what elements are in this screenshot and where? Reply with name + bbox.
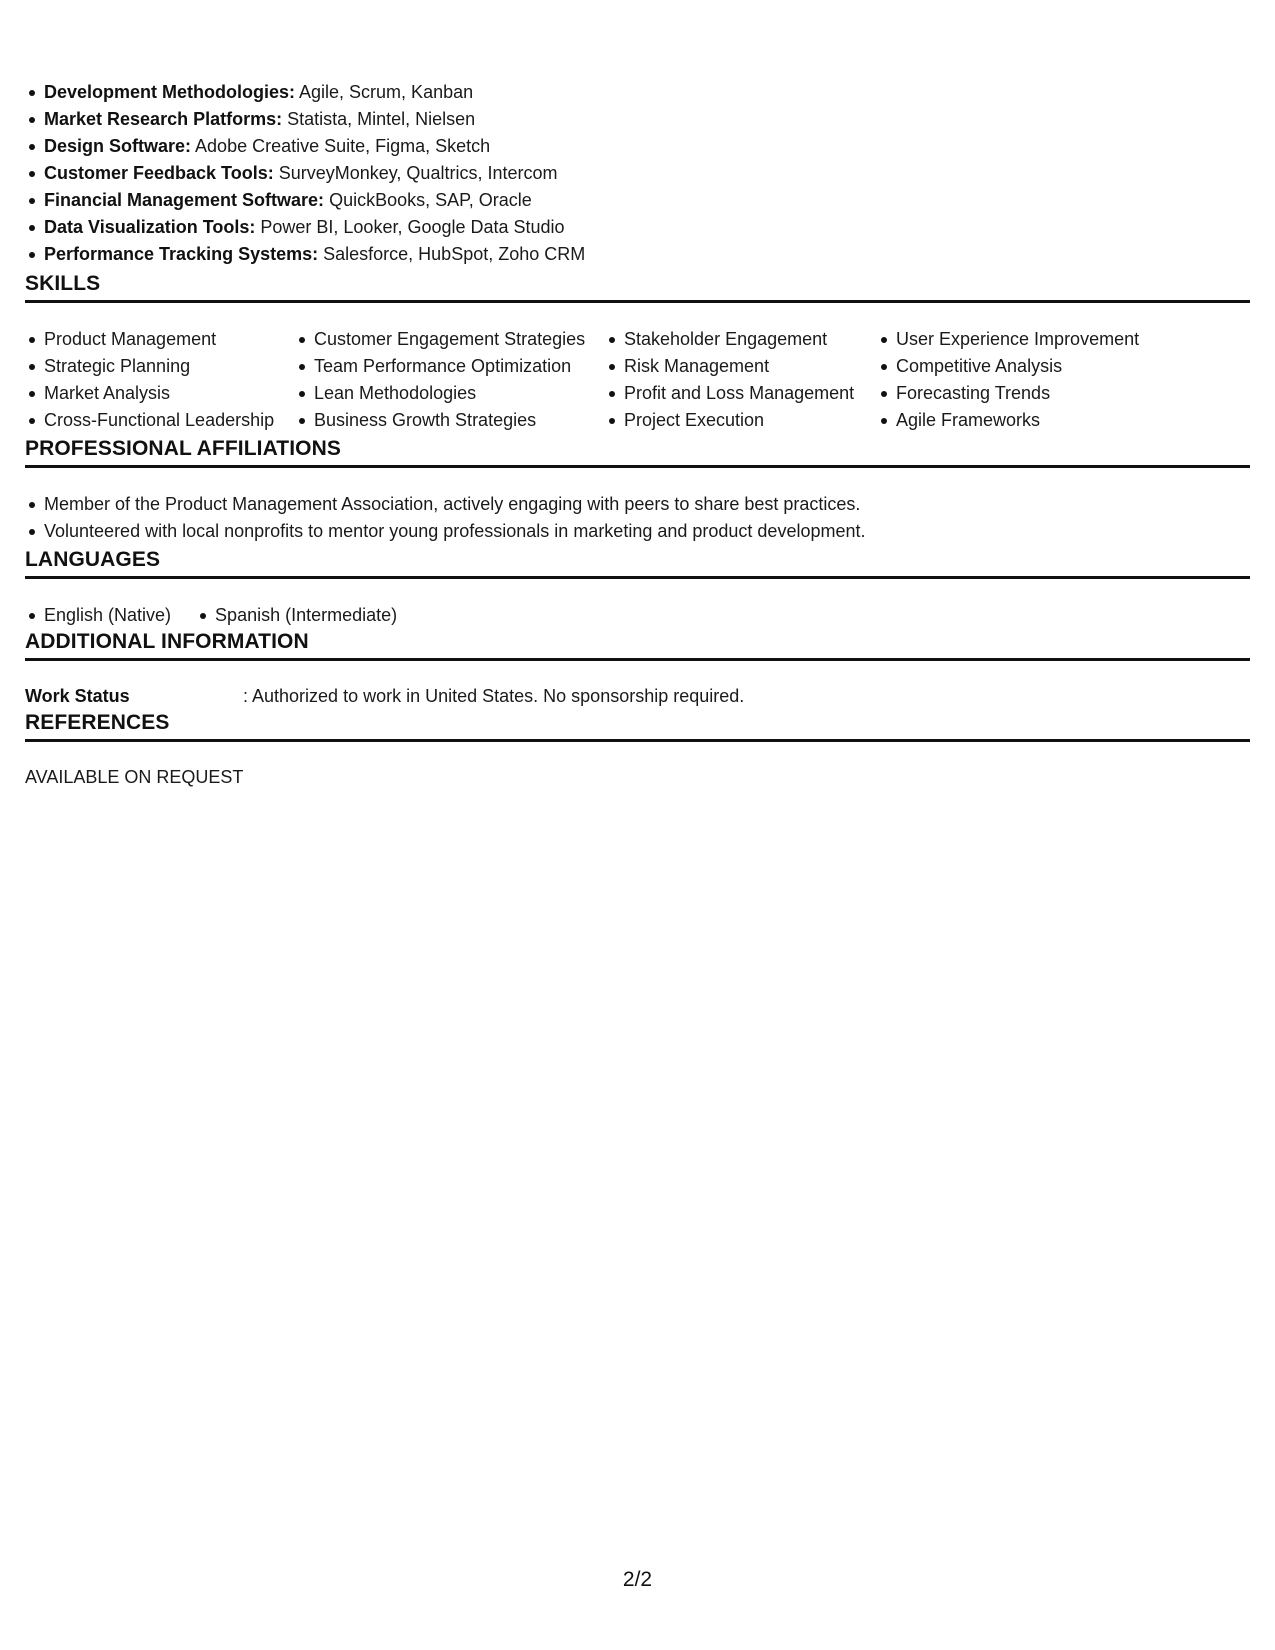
skills-heading: SKILLS (25, 271, 1250, 303)
list-item (25, 133, 585, 160)
list-item: Cross-Functional Leadership (25, 407, 274, 434)
tool-value: Statista, Mintel, Nielsen (282, 109, 476, 129)
list-item: Spanish (Intermediate) (196, 602, 397, 629)
list-item (25, 79, 585, 106)
list-item: Project Execution (605, 407, 854, 434)
list-item: Profit and Loss Management (605, 380, 854, 407)
work-status-label: Work Status (25, 686, 130, 706)
tool-label: Data Visualization Tools: (44, 217, 256, 237)
list-item: Business Growth Strategies (295, 407, 585, 434)
references-text: AVAILABLE ON REQUEST (25, 767, 244, 787)
list-item: Volunteered with local nonprofits to mentor young professionals in marketing and product development. (25, 518, 866, 545)
tool-value: SurveyMonkey, Qualtrics, Intercom (273, 163, 558, 183)
list-item (25, 160, 585, 187)
tool-value: Adobe Creative Suite, Figma, Sketch (191, 136, 491, 156)
list-item: Product Management (25, 326, 274, 353)
list-item: English (Native) (25, 602, 171, 629)
tool-label: Performance Tracking Systems: (44, 244, 319, 264)
languages-heading: LANGUAGES (25, 547, 1250, 579)
tool-value: Agile, Scrum, Kanban (295, 82, 474, 102)
list-item: Strategic Planning (25, 353, 274, 380)
list-item: Customer Engagement Strategies (295, 326, 585, 353)
list-item: Team Performance Optimization (295, 353, 585, 380)
tool-label: Design Software: (44, 136, 192, 156)
tools-list (25, 79, 585, 268)
work-status-value: : Authorized to work in United States. No sponsorship required. (243, 686, 745, 706)
list-item: Market Analysis (25, 380, 274, 407)
additional-info-heading: ADDITIONAL INFORMATION (25, 629, 1250, 661)
list-item (25, 106, 585, 133)
tool-value: Salesforce, HubSpot, Zoho CRM (318, 244, 586, 264)
list-item (25, 214, 585, 241)
languages-items (25, 602, 422, 629)
tool-label: Development Methodologies: (44, 82, 296, 102)
tool-label: Customer Feedback Tools: (44, 163, 274, 183)
page-number: 2/2 (622, 1568, 653, 1591)
skills-column-2 (295, 326, 585, 434)
languages-list (25, 602, 422, 629)
list-item: Agile Frameworks (877, 407, 1139, 434)
skills-column-3 (605, 326, 854, 434)
tool-label: Financial Management Software: (44, 190, 325, 210)
skills-column-1 (25, 326, 274, 434)
affiliations-list (25, 491, 866, 545)
work-status-row (25, 684, 744, 708)
list-item: Forecasting Trends (877, 380, 1139, 407)
list-item: Risk Management (605, 353, 854, 380)
references-heading: REFERENCES (25, 710, 1250, 742)
list-item: Competitive Analysis (877, 353, 1139, 380)
tool-value: QuickBooks, SAP, Oracle (324, 190, 532, 210)
skills-column-4 (877, 326, 1139, 434)
list-item: Member of the Product Management Association, actively engaging with peers to share best practices. (25, 491, 866, 518)
list-item: User Experience Improvement (877, 326, 1139, 353)
tool-value: Power BI, Looker, Google Data Studio (255, 217, 565, 237)
list-item: Stakeholder Engagement (605, 326, 854, 353)
tool-label: Market Research Platforms: (44, 109, 283, 129)
list-item: Lean Methodologies (295, 380, 585, 407)
list-item (25, 187, 585, 214)
affiliations-heading: PROFESSIONAL AFFILIATIONS (25, 436, 1250, 468)
list-item (25, 241, 585, 268)
